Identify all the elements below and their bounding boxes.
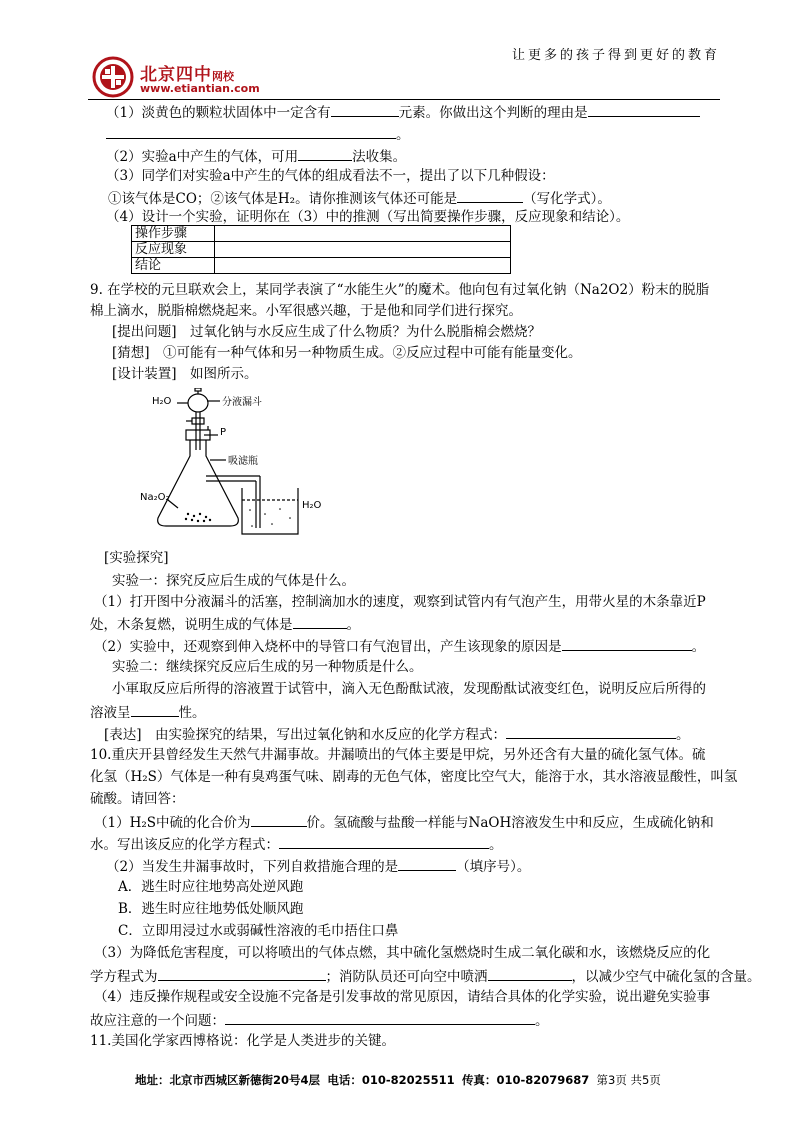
q8-part1-reason: 。 xyxy=(106,124,410,144)
page-number: 第3页 共5页 xyxy=(596,1073,661,1087)
q9-express: [表达] 由实验探究的结果，写出过氧化钠和水反应的化学方程式： 。 xyxy=(104,724,690,744)
table-cell-blank xyxy=(215,258,511,274)
apparatus-figure xyxy=(140,388,340,538)
q10-intro-2: 化氢（H₂S）气体是一种有臭鸡蛋气味、剧毒的无色气体，密度比空气大，能溶于水，其水溶液显酸性，叫氢 xyxy=(90,769,738,785)
label-h2o-beaker: H₂O xyxy=(302,500,322,511)
q9-exp1-1: （1）打开图中分液漏斗的活塞，控制滴加水的速度，观察到试管内有气泡产生，用带火星的木条靠近P xyxy=(94,594,706,610)
table-cell: 结论 xyxy=(132,258,215,274)
table-cell: 操作步骤 xyxy=(132,226,215,242)
q11: 11.美国化学家西博格说：化学是人类进步的关键。 xyxy=(90,1033,395,1049)
logo-url: www.etiantian.com xyxy=(140,82,260,95)
table-row xyxy=(132,258,511,274)
q10-intro: 10.重庆开县曾经发生天然气井漏事故。井漏喷出的气体主要是甲烷，另外还含有大量的硫化氢气体。硫 xyxy=(90,747,706,763)
footer-fax-label: 传真： xyxy=(461,1073,497,1087)
experiment-table xyxy=(131,225,511,274)
q10-option-b: B．逃生时应往地势低处顺风跑 xyxy=(118,901,304,917)
label-flask: 吸滤瓶 xyxy=(228,456,258,467)
q10-option-a: A．逃生时应往地势高处逆风跑 xyxy=(118,879,304,895)
q9-intro: 9. 在学校的元旦联欢会上，某同学表演了“水能生火”的魔术。他向包有过氧化钠（Na2O2）粉末的脱脂 xyxy=(90,282,710,298)
q10-part1: （1）H₂S中硫的化合价为 价。氢硫酸与盐酸一样能与NaOH溶液发生中和反应，生成硫化钠和 xyxy=(94,812,714,832)
q9-question: [提出问题] 过氧化钠与水反应生成了什么物质？为什么脱脂棉会燃烧？ xyxy=(112,324,542,340)
table-cell-blank xyxy=(215,226,511,242)
logo-name: 北京四中网校 xyxy=(140,65,234,85)
q9-exp1-2: （2）实验中，还观察到伸入烧杯中的导管口有气泡冒出，产生该现象的原因是 。 xyxy=(94,636,705,656)
logo-emblem xyxy=(92,56,134,98)
footer-phone-label: 电话： xyxy=(327,1073,362,1087)
label-na2o2: Na₂O₂ xyxy=(140,492,170,503)
q9-guess: [猜想] ①可能有一种气体和另一种物质生成。②反应过程中可能有能量变化。 xyxy=(112,345,582,361)
table-row xyxy=(132,226,511,242)
q8-part2: （2）实验a中产生的气体，可用 法收集。 xyxy=(106,146,406,166)
logo-suffix: 网校 xyxy=(212,70,234,83)
q9-intro-2: 棉上滴水，脱脂棉燃烧起来。小军很感兴趣，于是他和同学们进行探究。 xyxy=(90,303,522,319)
q10-part3-b: 学方程式为 ；消防队员还可向空中喷洒 ，以减少空气中硫化氢的含量。 xyxy=(90,966,761,986)
q9-exp2-desc: 小軍取反应后所得的溶液置于试管中，滴入无色酚酞试液，发现酚酞试液变红色，说明反应后所得的 xyxy=(112,681,706,697)
header-rule xyxy=(88,99,720,100)
q10-part2: （2）当发生井漏事故时，下列自救措施合理的是 （填序号）。 xyxy=(106,856,530,876)
table-cell: 反应现象 xyxy=(132,242,215,258)
label-funnel: 分液漏斗 xyxy=(222,397,262,408)
q9-exp1-1b: 处，木条复燃，说明生成的气体是 。 xyxy=(90,614,360,634)
q9-exp2-desc-b: 溶液呈 性。 xyxy=(90,702,206,722)
footer-address-label: 地址： xyxy=(135,1073,170,1087)
q9-exp1: 实验一：探究反应后生成的气体是什么。 xyxy=(112,573,355,589)
q9-exp2: 实验二：继续探究反应后生成的另一种物质是什么。 xyxy=(112,659,423,675)
q10-part4: （4）违反操作规程或安全设施不完备是引发事故的常见原因，请结合具体的化学实验，说出避免实验事 xyxy=(94,989,711,1005)
label-h2o-top: H₂O xyxy=(152,396,172,407)
q8-hypothesis: ①该气体是CO；②该气体是H₂。请你推测该气体还可能是 （写化学式）。 xyxy=(108,188,611,208)
q8-part4: （4）设计一个实验，证明你在（3）中的推测（写出简要操作步骤，反应现象和结论）。 xyxy=(106,209,630,225)
logo-icon xyxy=(92,56,134,98)
footer-address: 北京市西城区新德街20号4层 xyxy=(169,1073,321,1087)
q10-intro-3: 硫酸。请回答： xyxy=(90,791,185,807)
label-p: P xyxy=(220,427,227,438)
tagline: 让更多的孩子得到更好的教育 xyxy=(511,48,720,63)
table-row xyxy=(132,242,511,258)
footer xyxy=(135,1072,661,1088)
q8-part3: （3）同学们对实验a中产生的气体的组成看法不一，提出了以下几种假设： xyxy=(106,168,555,184)
table-cell-blank xyxy=(215,242,511,258)
q10-part1-b: 水。写出该反应的化学方程式： 。 xyxy=(90,834,503,854)
footer-phone: 010-82025511 xyxy=(361,1073,455,1087)
q10-part3: （3）为降低危害程度，可以将喷出的气体点燃，其中硫化氢燃烧时生成二氧化碳和水，该燃烧反应的化 xyxy=(94,945,711,961)
q9-explore: [实验探究] xyxy=(104,550,169,566)
q9-apparatus: [设计装置] 如图所示。 xyxy=(112,366,258,382)
footer-fax: 010-82079687 xyxy=(496,1073,590,1087)
q8-part1: （1）淡黄色的颗粒状固体中一定含有 元素。你做出这个判断的理由是 xyxy=(106,102,700,122)
q10-option-c: C．立即用浸过水或弱碱性溶液的毛巾捂住口鼻 xyxy=(118,923,399,939)
q10-part4-b: 故应注意的一个问题： 。 xyxy=(90,1010,549,1030)
